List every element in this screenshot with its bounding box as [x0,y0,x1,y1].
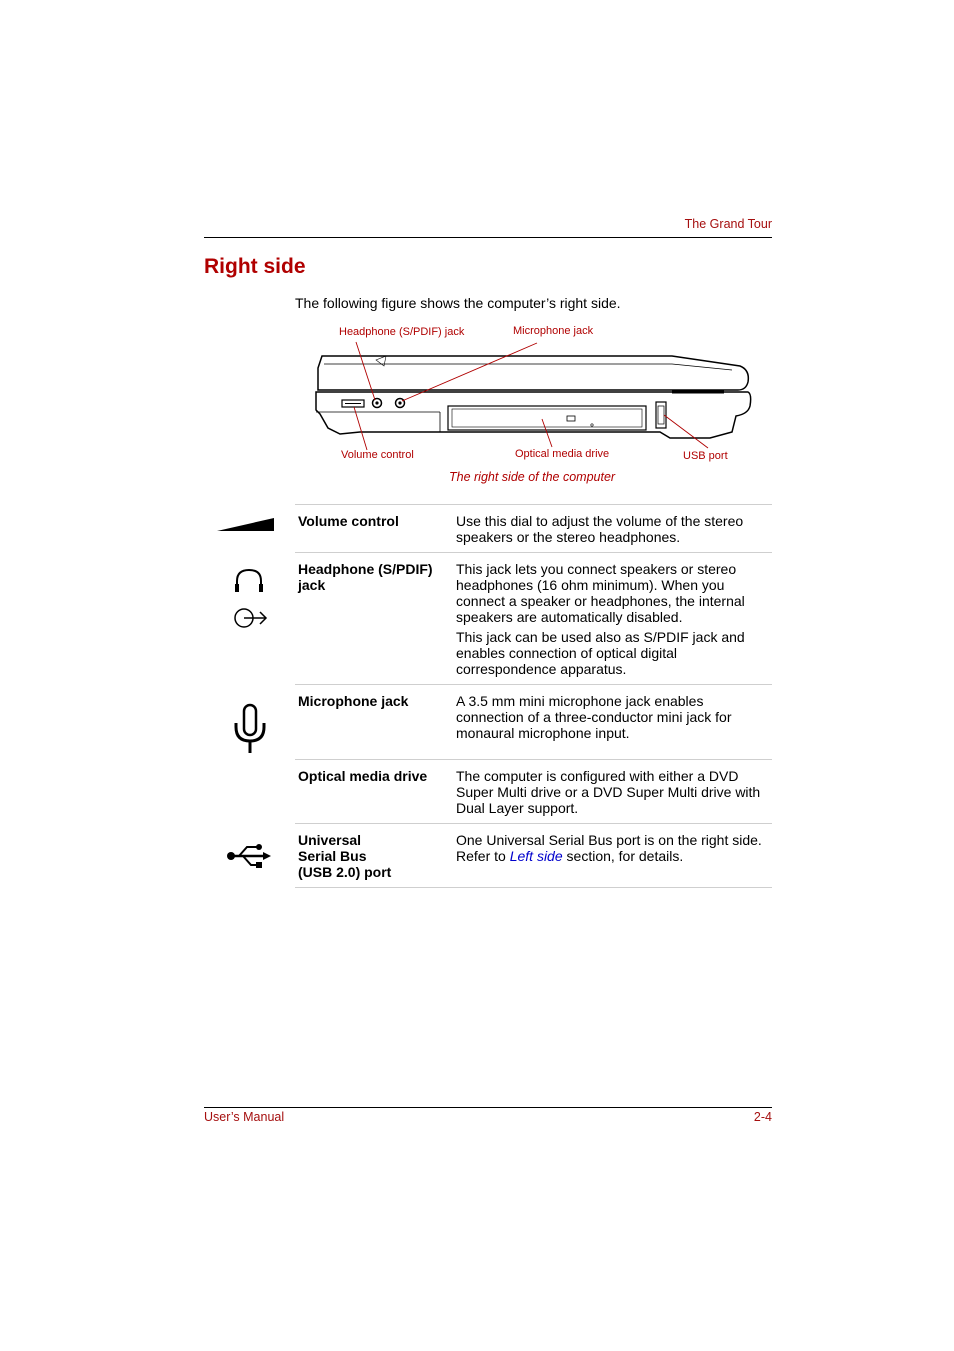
footer-manual-title: User’s Manual [204,1110,285,1124]
volume-wedge-icon [217,518,275,532]
description-paragraph: Use this dial to adjust the volume of the stereo speakers or the stereo headphones. [456,513,744,545]
headphone-icon [233,567,265,593]
label-optical-drive: Optical media drive [515,448,610,460]
section-title: Right side [204,255,306,278]
page-number: 2-4 [753,1110,772,1124]
table-row-usb-port [295,824,772,888]
description-text: section, for details. [562,848,684,864]
chapter-title: The Grand Tour [684,217,772,231]
table-row-headphone-jack [295,553,772,685]
row-name-line: (USB 2.0) port [298,864,392,880]
row-name: Volume control [298,513,399,529]
description-paragraph: A 3.5 mm mini microphone jack enables connection of a three-conductor mini jack for monaural microphone input. [456,693,732,741]
description-paragraph: This jack lets you connect speakers or stereo headphones (16 ohm minimum). When you connect a speaker or headphones, the internal speakers are automatically disabled. [456,561,745,625]
spdif-output-icon [233,607,269,629]
row-name-line: Universal [298,832,362,848]
figure-caption: The right side of the computer [449,470,616,484]
row-description [456,832,772,880]
microphone-icon [232,703,268,755]
row-description [456,561,772,677]
label-volume-control: Volume control [341,449,414,461]
row-description [456,513,772,545]
description-paragraph: This jack can be used also as S/PDIF jack and enables connection of optical digital correspondence apparatus. [456,629,745,677]
row-name [295,832,456,880]
row-name-line: Serial Bus [298,848,367,864]
row-name: Optical media drive [298,768,428,784]
intro-text: The following figure shows the computer’s right side. [295,295,621,311]
footer-divider [204,1107,772,1108]
label-headphone-jack: Headphone (S/PDIF) jack [339,326,465,338]
row-name: Microphone jack [298,693,409,709]
description-paragraph [456,832,768,864]
left-side-link[interactable]: Left side [509,848,563,864]
description-paragraph: The computer is configured with either a DVD Super Multi drive or a DVD Super Multi drive with Dual Layer support. [456,768,761,816]
row-description [456,693,772,741]
port-spec-table [295,504,772,888]
label-usb-port: USB port [683,450,728,462]
header-divider [204,237,772,238]
description-text: One Universal Serial Bus port is on the right side. Refer to [456,832,762,864]
usb-icon [225,843,273,869]
row-description [456,768,772,816]
row-name: Headphone (S/PDIF) jack [298,561,433,593]
table-row-optical-drive [295,760,772,824]
table-row-microphone-jack [295,685,772,760]
table-row-volume-control [295,505,772,553]
laptop-right-side-illustration [300,320,760,465]
label-microphone-jack: Microphone jack [513,325,594,337]
